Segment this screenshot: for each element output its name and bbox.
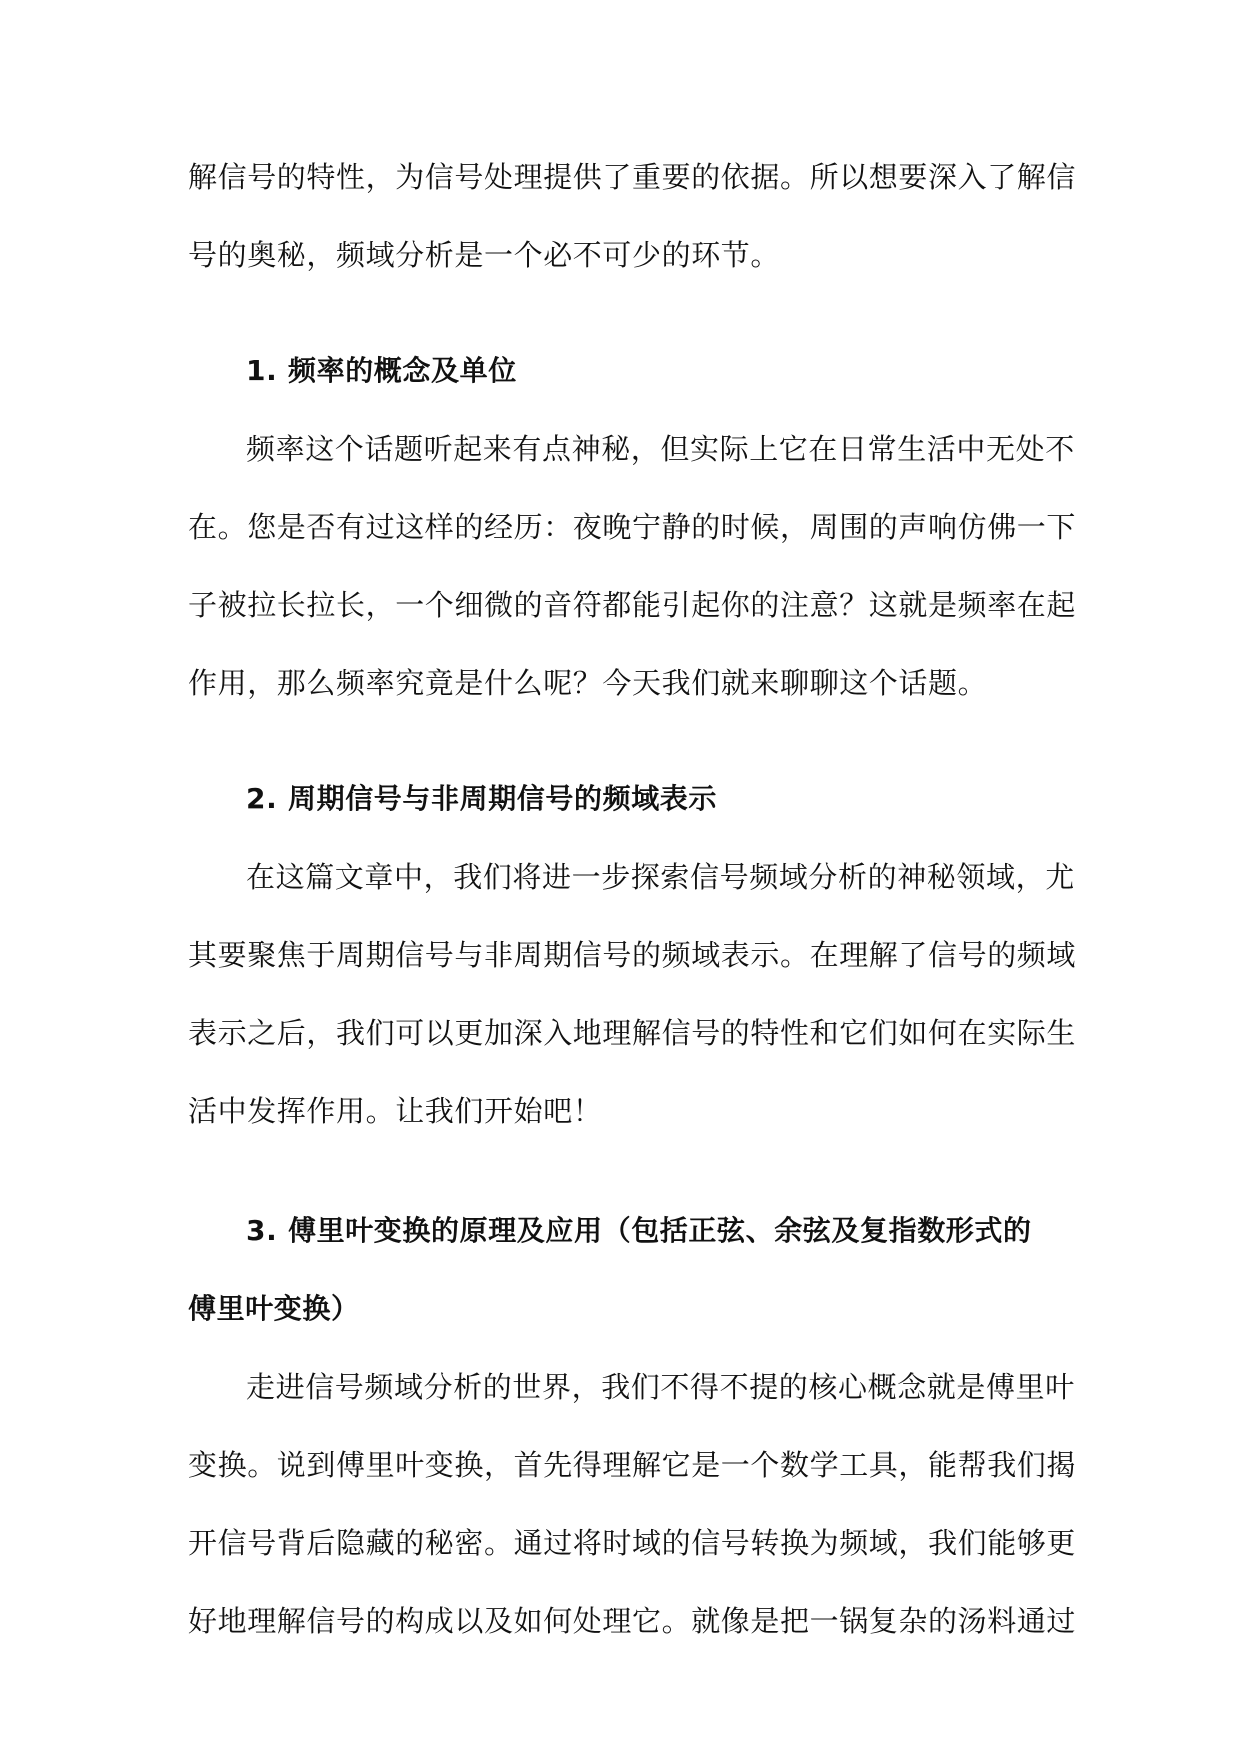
paragraph-line: 变换。说到傅里叶变换，首先得理解它是一个数学工具，能帮我们揭 [188, 1448, 1077, 1482]
paragraph-line: 开信号背后隐藏的秘密。通过将时域的信号转换为频域，我们能够更 [188, 1526, 1077, 1560]
paragraph-line: 解信号的特性，为信号处理提供了重要的依据。所以想要深入了解信 [188, 160, 1077, 194]
section-heading-3 [188, 1192, 1056, 1270]
paragraph-line: 其要聚焦于周期信号与非周期信号的频域表示。在理解了信号的频域 [188, 938, 1077, 972]
paragraph-line: 在。您是否有过这样的经历：夜晚宁静的时候，周围的声响仿佛一下 [188, 510, 1077, 544]
section-title-continuation: 傅里叶变换） [188, 1292, 360, 1325]
section-title: 傅里叶变换的原理及应用（包括正弦、余弦及复指数形式的 [288, 1214, 1032, 1247]
paragraph-line: 子被拉长拉长，一个细微的音符都能引起你的注意？这就是频率在起 [188, 588, 1077, 622]
paragraph-line: 号的奥秘，频域分析是一个必不可少的环节。 [188, 238, 781, 272]
paragraph-line: 活中发挥作用。让我们开始吧！ [188, 1094, 603, 1128]
paragraph-line: 在这篇文章中，我们将进一步探索信号频域分析的神秘领域，尤 [246, 860, 1075, 894]
section-number: 1. [246, 354, 278, 387]
section-title: 频率的概念及单位 [288, 354, 517, 387]
paragraph-line: 作用，那么频率究竟是什么呢？今天我们就来聊聊这个话题。 [188, 666, 988, 700]
paragraph-line: 频率这个话题听起来有点神秘，但实际上它在日常生活中无处不 [246, 432, 1075, 466]
paragraph-line: 好地理解信号的构成以及如何处理它。就像是把一锅复杂的汤料通过 [188, 1604, 1077, 1638]
section-number: 2. [246, 782, 278, 815]
paragraph-line: 走进信号频域分析的世界，我们不得不提的核心概念就是傅里叶 [246, 1370, 1075, 1404]
section-title: 周期信号与非周期信号的频域表示 [288, 782, 718, 815]
section-number: 3. [246, 1214, 278, 1247]
paragraph-line: 表示之后，我们可以更加深入地理解信号的特性和它们如何在实际生 [188, 1016, 1077, 1050]
section-heading-1 [188, 332, 1056, 410]
document-body [188, 138, 1077, 1660]
section-heading-2 [188, 760, 1056, 838]
